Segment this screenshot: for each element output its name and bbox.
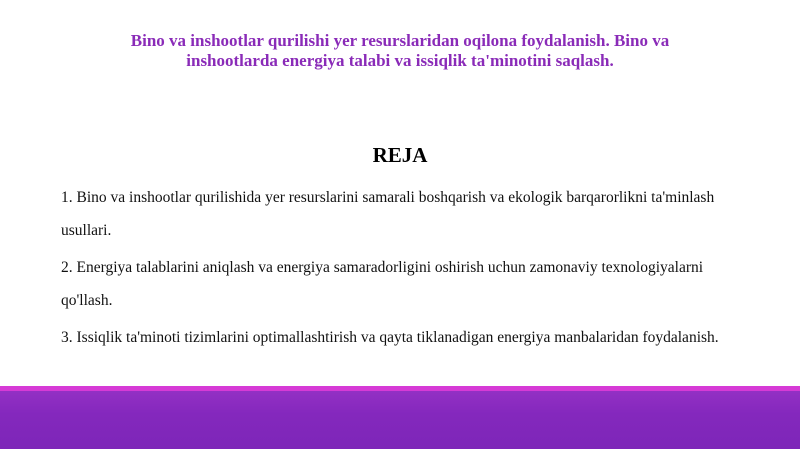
plan-heading: REJA (372, 143, 428, 167)
plan-item-1: 1. Bino va inshootlar qurilishida yer resurslarini samarali boshqarish va ekologik barqarorlikni ta'minlash usullari. (61, 189, 715, 239)
plan-item-3: 3. Issiqlik ta'minoti tizimlarini optimallashtirish va qayta tiklanadigan energiya manbalaridan foydalanish. (61, 329, 719, 346)
plan-list (61, 181, 741, 358)
plan-item-2: 2. Energiya talablarini aniqlash va energiya samaradorligini oshirish uchun zamonaviy texnologiyalarni qo'llash. (61, 259, 704, 309)
footer-band (0, 391, 800, 449)
slide-title: Bino va inshootlar qurilishi yer resurslaridan oqilona foydalanish. Bino va inshootlarda energiya talabi va issiqlik ta'minotini saqlash. (130, 31, 670, 70)
